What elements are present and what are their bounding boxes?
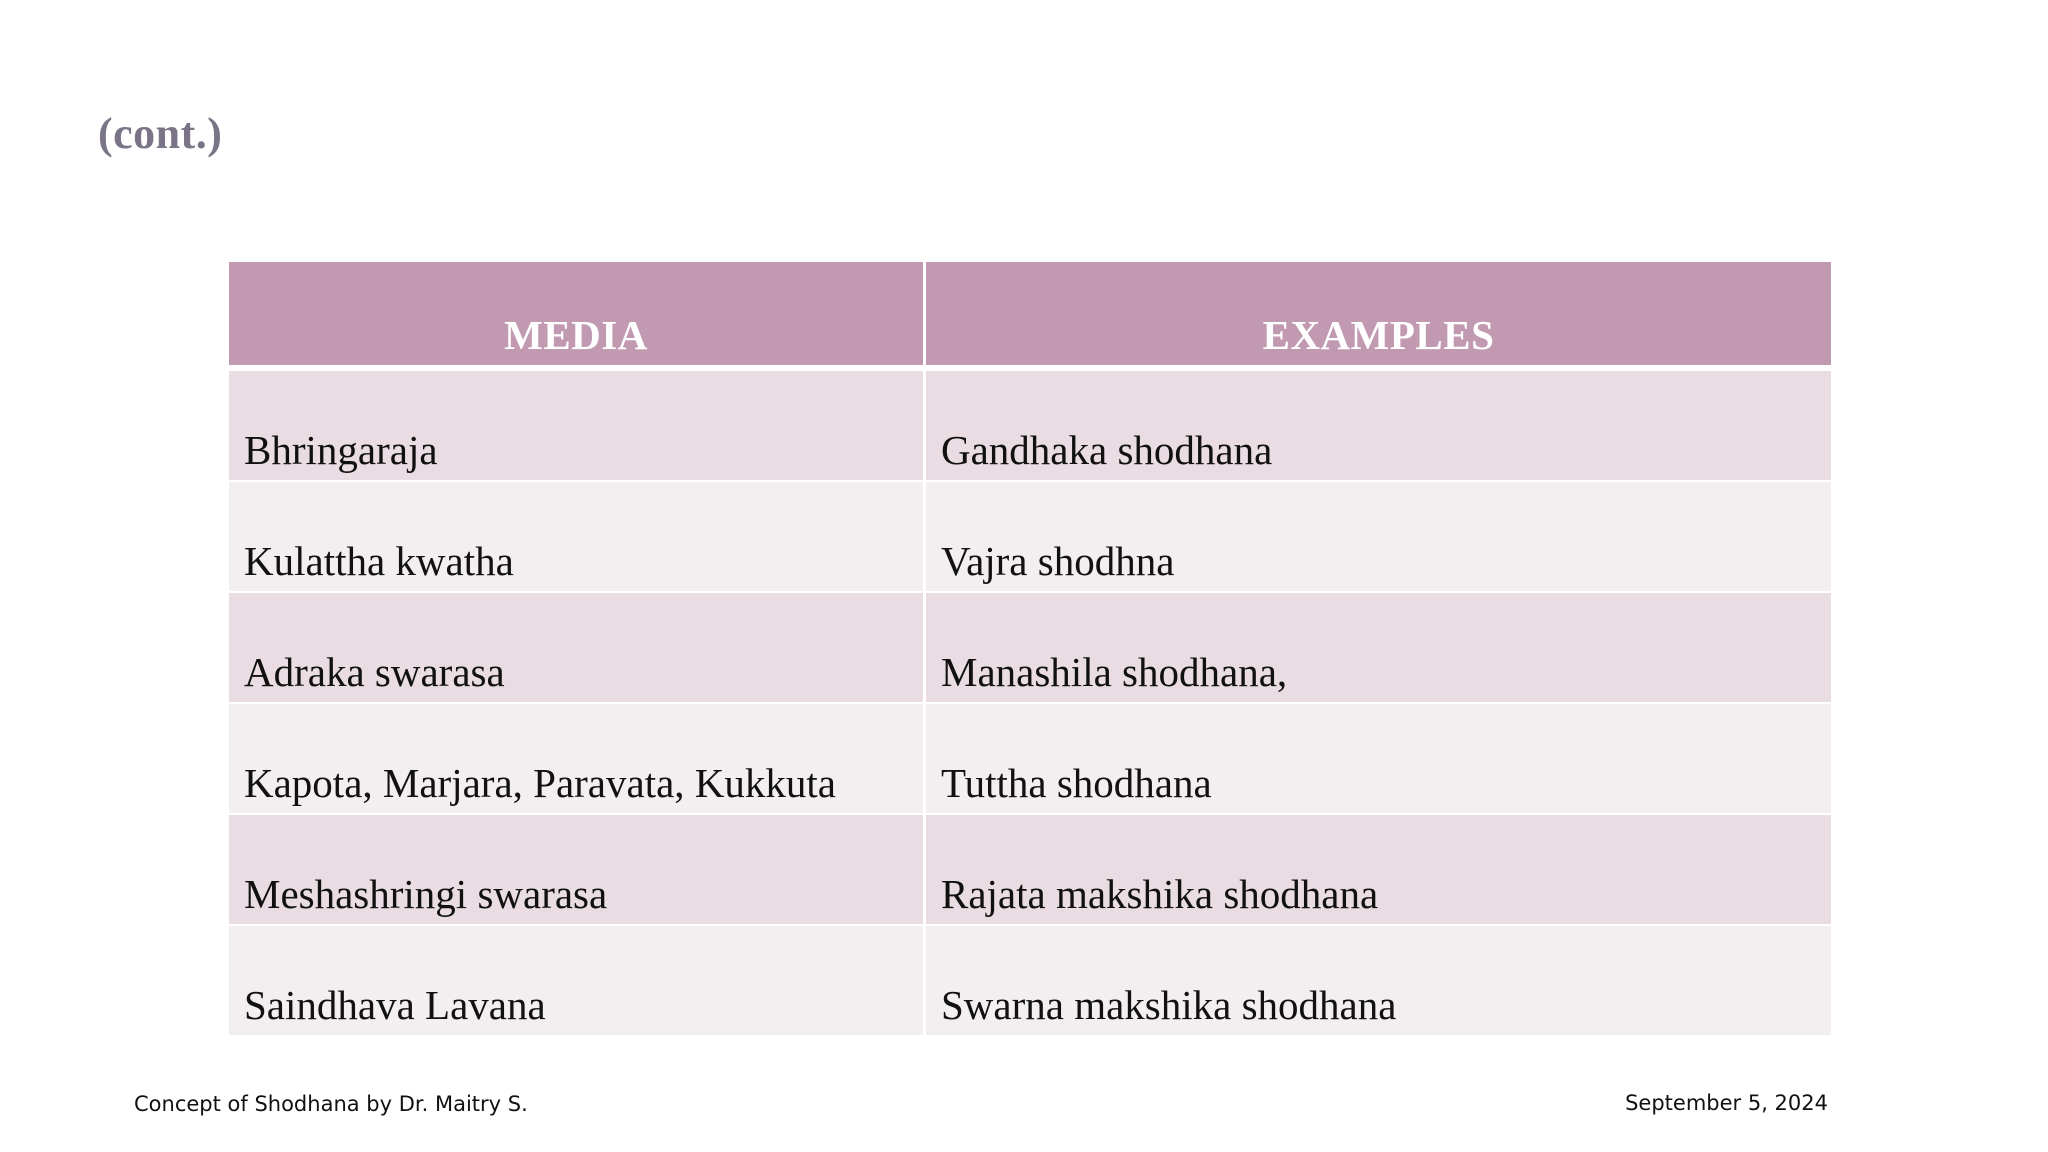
table-row xyxy=(229,481,1831,592)
table-header-row xyxy=(229,262,1831,370)
table-row xyxy=(229,703,1831,814)
table-row xyxy=(229,370,1831,481)
cell-example: Tuttha shodhana xyxy=(923,703,1831,814)
cell-example: Manashila shodhana, xyxy=(923,592,1831,703)
header-examples: EXAMPLES xyxy=(923,262,1831,370)
cell-media: Kapota, Marjara, Paravata, Kukkuta xyxy=(229,703,923,814)
cell-example: Vajra shodhna xyxy=(923,481,1831,592)
cell-media: Adraka swarasa xyxy=(229,592,923,703)
media-examples-table-wrap xyxy=(229,262,1831,1036)
footer-author: Concept of Shodhana by Dr. Maitry S. xyxy=(134,1092,528,1116)
cell-example: Rajata makshika shodhana xyxy=(923,814,1831,925)
footer-date: September 5, 2024 xyxy=(1625,1091,1828,1115)
table-row xyxy=(229,814,1831,925)
slide-title: (cont.) xyxy=(98,109,223,158)
table-row xyxy=(229,925,1831,1036)
cell-media: Meshashringi swarasa xyxy=(229,814,923,925)
cell-media: Saindhava Lavana xyxy=(229,925,923,1036)
media-examples-table xyxy=(229,262,1831,1036)
cell-media: Kulattha kwatha xyxy=(229,481,923,592)
cell-example: Gandhaka shodhana xyxy=(923,370,1831,481)
cell-media: Bhringaraja xyxy=(229,370,923,481)
header-media: MEDIA xyxy=(229,262,923,370)
cell-example: Swarna makshika shodhana xyxy=(923,925,1831,1036)
table-row xyxy=(229,592,1831,703)
